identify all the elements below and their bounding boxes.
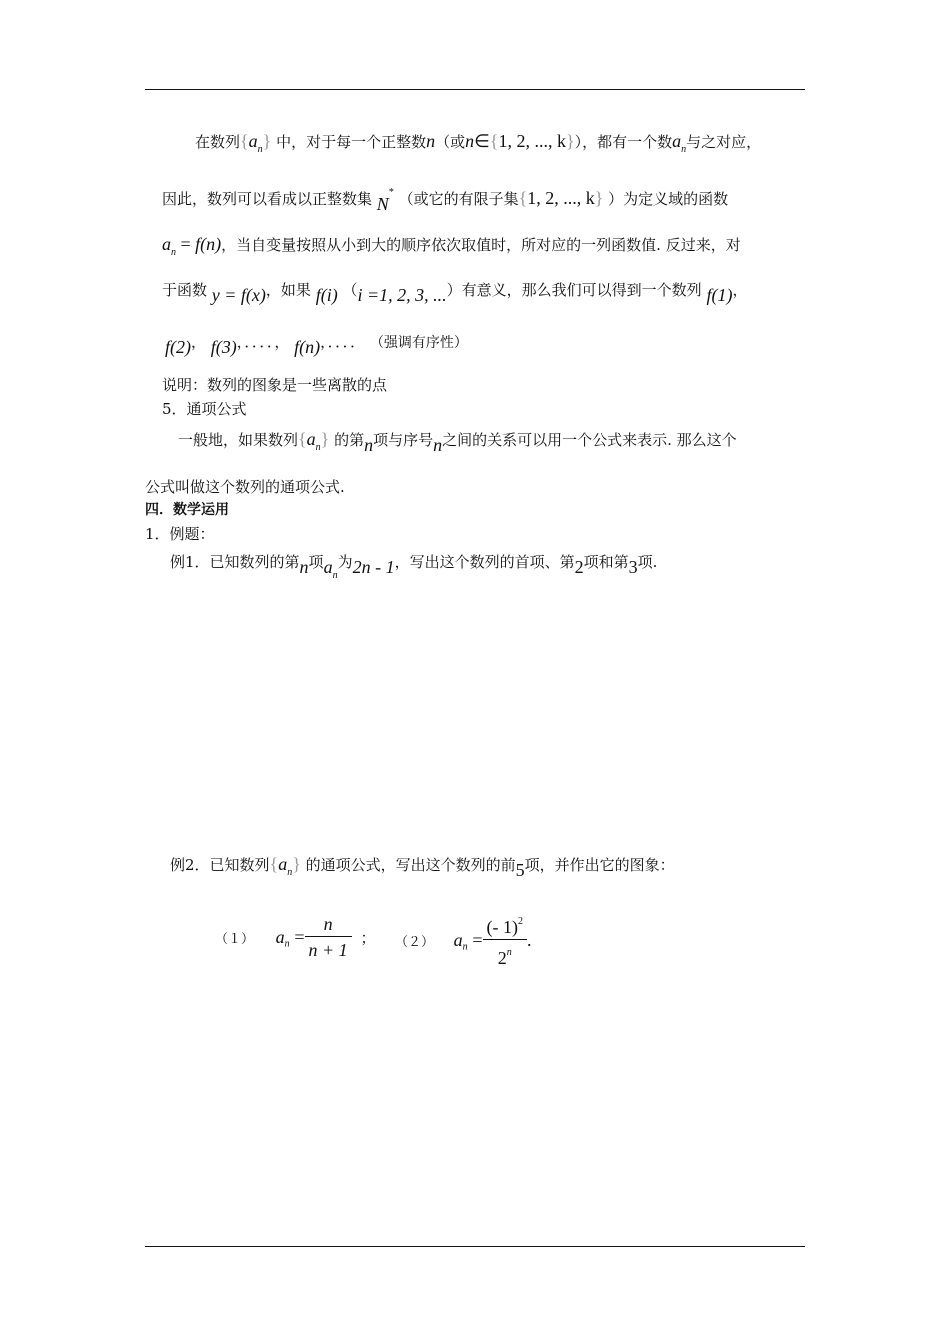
paragraph-line-1: 在数列$\{a_n\}$ 中，对于每一个正整数n（或n∈{1, 2, ..., k}），都有一个数$a_n$与之对应， <box>195 131 762 155</box>
paragraph-line-3: $a_n = f(n)$，当自变量按照从小到大的顺序依次取值时，所对应的一列函数值. 反过来，对 <box>162 234 741 258</box>
note-discrete-points: 说明：数列的图象是一些离散的点 <box>162 376 388 394</box>
header-rule <box>145 89 805 90</box>
fraction-n-over-n-plus-1: $\frac{n}{n + 1}$ <box>305 912 352 963</box>
footer-rule <box>145 1246 805 1247</box>
paragraph-line-2: 因此，数列可以看成以正整数集 N* （或它的有限子集{1, 2, ..., k} ）为定义域的函数 <box>162 187 729 214</box>
section-4-heading: 四．数学运用 <box>145 502 229 518</box>
set-1-to-k: 1, 2, ..., k <box>498 131 566 151</box>
formula-2: （２） $a_n$ = $\frac{(- 1)^2}{2^n}$ . <box>395 910 532 971</box>
paragraph-line-7: 公式叫做这个数列的通项公式. <box>145 478 345 496</box>
paragraph-line-6: 一般地，如果数列$\{a_n\}$ 的第n项与序号n之间的关系可以用一个公式来表示. 那么这个 <box>178 429 737 455</box>
paragraph-line-4: 于函数 y = f(x)，如果 f(i) （i =1, 2, 3, ...）有意义，那么我们可以得到一个数列 f(1)， <box>162 281 748 305</box>
function-y-fx: y = f(x) <box>211 285 266 305</box>
natural-numbers-symbol: N <box>376 194 389 214</box>
paragraph-line-5: f(2)， f(3)，．．．．， f(n)，．．．． （强调有序性） <box>165 333 468 357</box>
example-1: 例1．已知数列的第n项$a_n$为2n - 1，写出这个数列的首项、第2项和第3项. <box>170 553 658 581</box>
section-5-title: 5．通项公式 <box>162 400 247 418</box>
example-2: 例2．已知数列$\{a_n\}$ 的通项公式，写出这个数列的前5项，并作出它的图象： <box>170 854 675 880</box>
formula-1: （１） $a_n$ = $\frac{n}{n + 1}$ ； <box>215 912 375 963</box>
examples-label: 1．例题： <box>145 525 215 543</box>
fraction-neg1-squared-over-2-pow-n: $\frac{(- 1)^2}{2^n}$ <box>483 910 527 971</box>
function-f-n: f(n) <box>195 234 222 254</box>
expression-2n-minus-1: 2n - 1 <box>352 557 395 577</box>
